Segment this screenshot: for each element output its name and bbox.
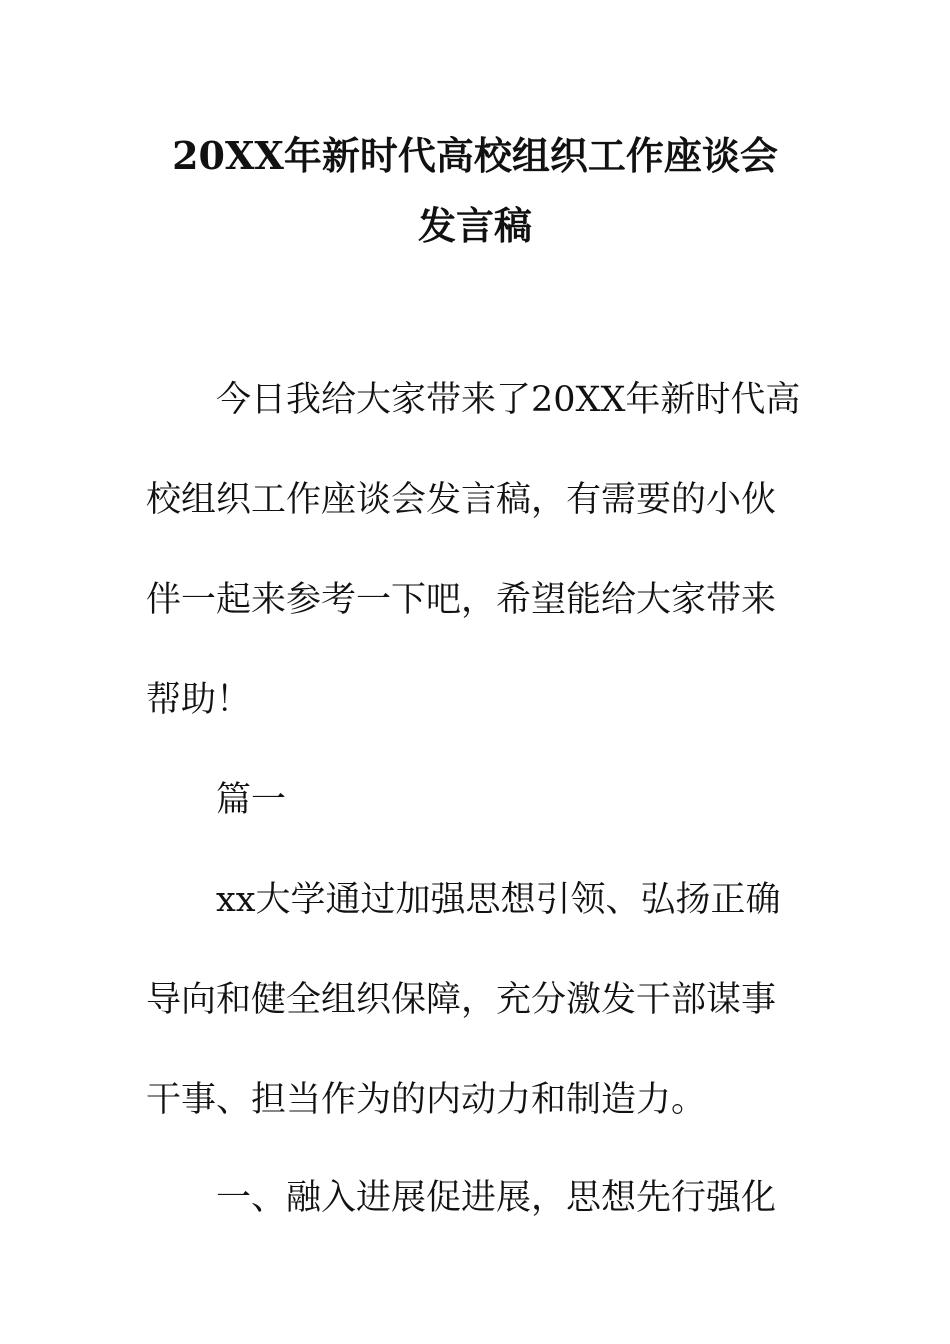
- paragraph-line: 今日我给大家带来了20XX年新时代高: [216, 380, 801, 420]
- paragraph-line: xx大学通过加强思想引领、弘扬正确: [216, 880, 781, 920]
- paragraph-line: 帮助！: [146, 680, 252, 720]
- paragraph-line: 校组织工作座谈会发言稿，有需要的小伙: [146, 480, 777, 520]
- paragraph-line: 导向和健全组织保障，充分激发干部谋事: [146, 980, 777, 1020]
- document-title-line-2: 发言稿: [417, 203, 532, 248]
- paragraph-line: 干事、担当作为的内动力和制造力。: [146, 1080, 707, 1120]
- subsection-heading-line: 一、融入进展促进展，思想先行强化: [216, 1178, 777, 1218]
- section-heading: 篇一: [216, 780, 287, 820]
- paragraph-line: 伴一起来参考一下吧，希望能给大家带来: [146, 580, 777, 620]
- document-title-line-1: 20XX年新时代高校组织工作座谈会: [172, 133, 778, 178]
